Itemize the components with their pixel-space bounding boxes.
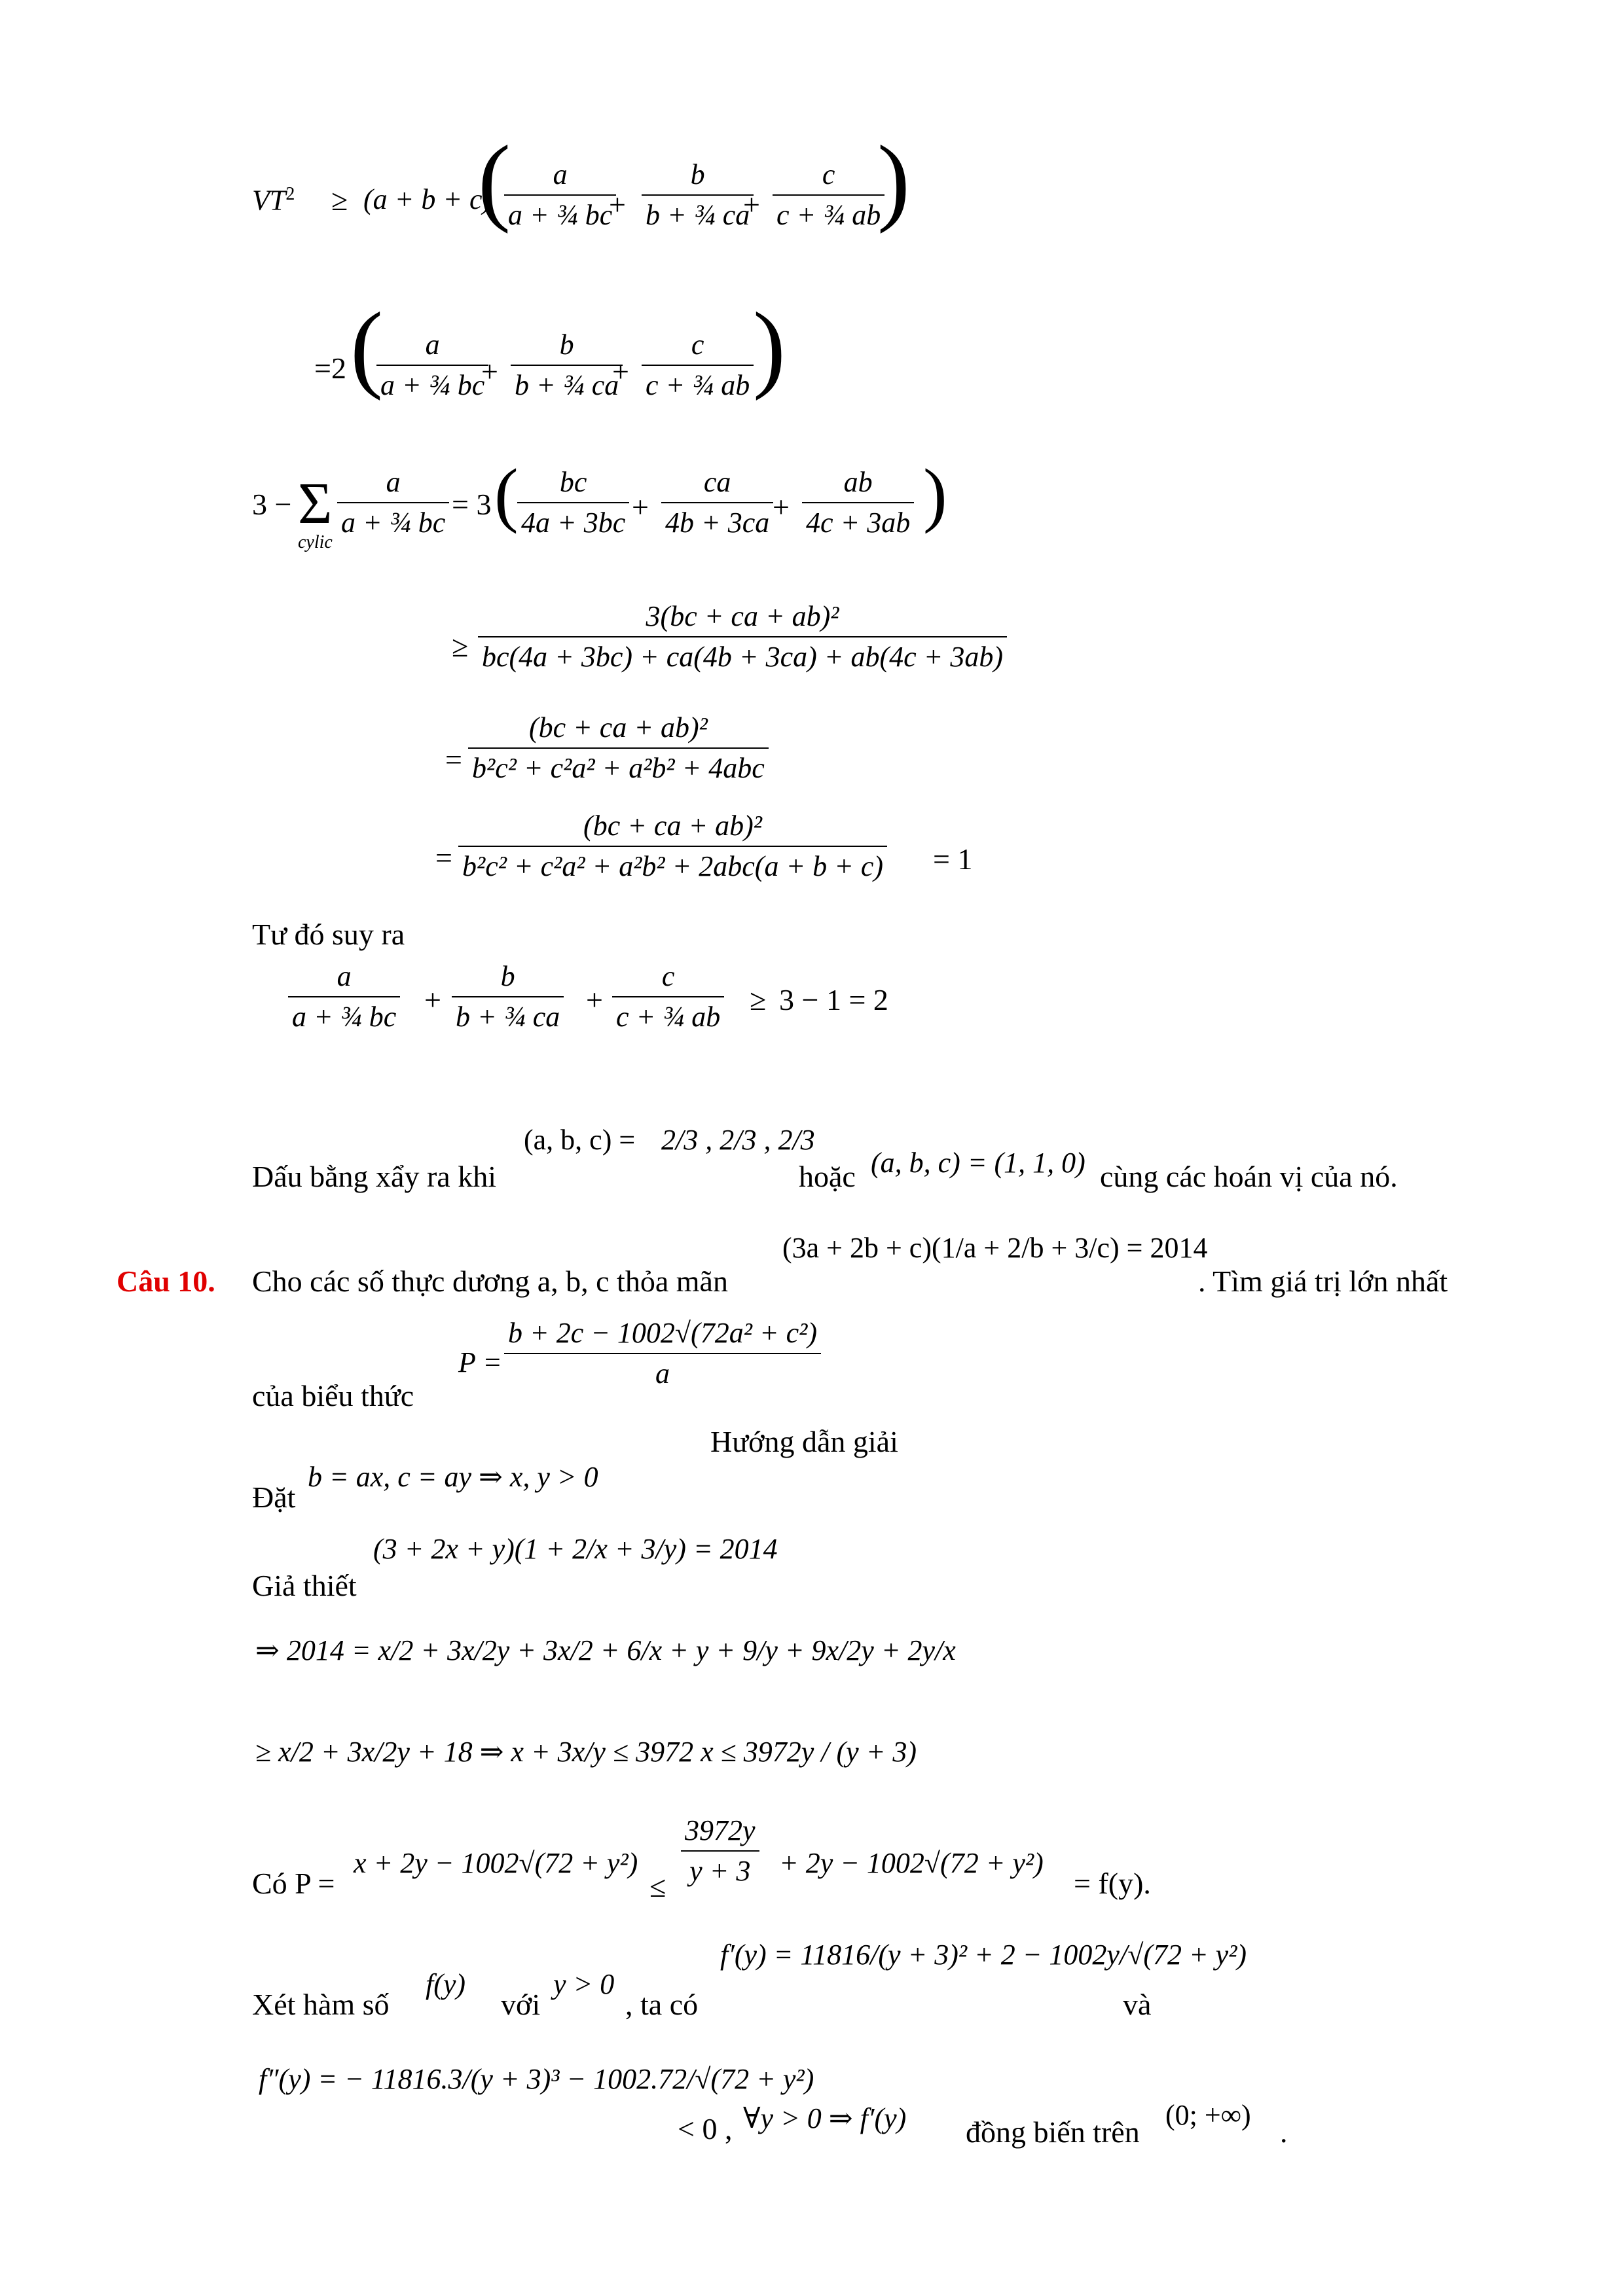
co-p-text: Có P = [252, 1867, 335, 1900]
left-bracket-glyph: ( [350, 293, 383, 401]
frac-b-2: $\frac{b}{\text{b + ¾ ca}}$ [511, 331, 623, 400]
ge-sign-glyph: ≥ [452, 630, 469, 663]
step1-fraction: $\frac{\text{3(bc + ca + ab)²}}{bc(4a + 3bc) + ca(4b + 3ca) + ab(4c + 3ab)}$ [478, 602, 1007, 672]
frac-a-2: $\frac{a}{\text{a + ¾ bc}}$ [376, 331, 488, 400]
plus-sign: + [632, 490, 649, 524]
left-bracket-glyph: ( [478, 126, 511, 234]
equals-sign: = [435, 841, 452, 874]
hoan-vi-text: cùng các hoán vị của nó. [1100, 1160, 1398, 1193]
eq2-prefix: =2 [314, 351, 346, 385]
p-expr2: + 2y − 1002√(72 + y²) [779, 1847, 1044, 1879]
dat-text: Đặt [252, 1480, 296, 1514]
cau10-label: Câu 10. [117, 1265, 215, 1298]
plus-sign: + [586, 983, 603, 1016]
p-lhs: P = [458, 1346, 502, 1378]
right-bracket-glyph: ) [753, 293, 786, 401]
sum-subscript: cylic [298, 532, 333, 552]
vt2-label: $VT^2$ [252, 184, 295, 217]
p-expr1: x + 2y − 1002√(72 + y²) [354, 1847, 638, 1879]
end-dot: . [1280, 2115, 1288, 2149]
abc-equals: (a, b, c) = [524, 1124, 636, 1156]
ineq-line: ≥ x/2 + 3x/2y + 18 ⇒ x + 3x/y ≤ 3972 x ≤ 3972y / (y + 3) [255, 1736, 917, 1768]
sqrt-frac-b: $\frac{b}{\text{b + ¾ ca}}$ [452, 962, 564, 1031]
fy-symbol: f(y) [426, 1968, 466, 2000]
fsecond-expr: f″(y) = − 11816.3/(y + 3)³ − 1002.72/√(72 + y²) [259, 2063, 814, 2095]
plus-sign: + [773, 490, 790, 524]
eq3-prefix: 3 − [252, 488, 292, 521]
sum-sign-glyph: Σ [298, 471, 333, 536]
hoac-text: hoặc [799, 1160, 856, 1193]
lt0-text: < 0 , [678, 2112, 733, 2145]
dau-bang-text: Dấu bằng xẩy ra khi [252, 1160, 496, 1193]
step3-fraction: (bc + ca + ab)² b²c² + c²a² + a²b² + 2abc(a + b + c) [458, 812, 887, 881]
tu-do-text: Tư đó suy ra [252, 918, 405, 951]
cau10-find: . Tìm giá trị lớn nhất [1198, 1265, 1448, 1298]
interval: (0; +∞) [1165, 2099, 1251, 2131]
p-fraction: $\frac{\text{b + 2c − 1002√(72a² + c²)}}{a}$ [504, 1319, 821, 1388]
sqrt-frac-c: $\frac{c}{\text{c + ¾ ab}}$ [612, 962, 724, 1031]
right-bracket-glyph: ) [923, 454, 947, 534]
taco-text: , ta có [625, 1988, 699, 2021]
dat-expr: b = ax, c = ay ⇒ x, y > 0 [308, 1461, 598, 1493]
frac-a-1: $\frac{a}{\text{a + ¾ bc}}$ [504, 160, 616, 230]
huong-dan-heading: Hướng dẫn giải [710, 1425, 898, 1458]
va-text: và [1123, 1988, 1152, 2021]
vt2-sum: (a + b + c) [363, 183, 492, 215]
right-bracket-glyph: ) [877, 126, 910, 234]
ge-sign-glyph: ≥ [750, 983, 767, 1016]
eq3-equals: = 3 [452, 488, 492, 521]
frac-bc: $\frac{bc}{4a + 3bc}$ [517, 468, 629, 537]
abc-equals-2: (a, b, c) = (1, 1, 0) [871, 1147, 1085, 1179]
frac-3972: $\frac{3972y}{y + 3}$ [681, 1816, 759, 1886]
plus-sign: + [609, 188, 626, 221]
abc-values: 2/3 , 2/3 , 2/3 [661, 1124, 815, 1156]
left-bracket-glyph: ( [494, 454, 519, 534]
frac-sum-term: $\frac{a}{\text{a + ¾ bc}}$ [337, 468, 449, 537]
voi-text: với [501, 1988, 541, 2021]
plus-sign: + [743, 188, 760, 221]
cua-bieu-thuc-text: của biểu thức [252, 1379, 414, 1412]
le-sign: ≤ [649, 1870, 666, 1903]
gia-thiet-expr: (3 + 2x + y)(1 + 2/x + 3/y) = 2014 [373, 1533, 778, 1565]
cau10-intro: Cho các số thực dương a, b, c thỏa mãn [252, 1265, 728, 1298]
plus-sign: + [612, 355, 629, 388]
frac-ca: $\frac{ca}{4b + 3ca}$ [661, 468, 773, 537]
plus-sign: + [481, 355, 498, 388]
frac-c-1: $\frac{c}{\text{c + ¾ ab}}$ [773, 160, 884, 230]
plus-sign: + [424, 983, 441, 1016]
step3-rhs: = 1 [933, 842, 973, 876]
step2-fraction: (bc + ca + ab)² b²c² + c²a² + a²b² + 4abc [468, 713, 769, 783]
xet-text: Xét hàm số [252, 1988, 390, 2021]
gia-thiet-text: Giả thiết [252, 1569, 357, 1602]
equals-sign: = [445, 743, 462, 776]
fy-text: = f(y). [1074, 1867, 1151, 1900]
ge-sign-glyph: ≥ [331, 183, 348, 217]
frac-c-2: $\frac{c}{\text{c + ¾ ab}}$ [642, 331, 754, 400]
fprime-expr: f′(y) = 11816/(y + 3)² + 2 − 1002y/√(72 + y²) [720, 1939, 1247, 1971]
expand-line: ⇒ 2014 = x/2 + 3x/2y + 3x/2 + 6/x + y + 9/y + 9x/2y + 2y/x [255, 1634, 956, 1666]
forall-expr: ∀y > 0 ⇒ f′(y) [743, 2102, 907, 2134]
frac-b-1: $\frac{b}{\text{b + ¾ ca}}$ [642, 160, 754, 230]
sum-rhs: 3 − 1 = 2 [779, 983, 888, 1016]
frac-ab: $\frac{ab}{4c + 3ab}$ [802, 468, 914, 537]
y-gt-0: y > 0 [553, 1968, 615, 2000]
sqrt-frac-a: $\frac{a}{\text{a + ¾ bc}}$ [288, 962, 400, 1031]
dong-bien-text: đồng biến trên [966, 2115, 1140, 2149]
cau10-condition: (3a + 2b + c)(1/a + 2/b + 3/c) = 2014 [782, 1232, 1208, 1264]
